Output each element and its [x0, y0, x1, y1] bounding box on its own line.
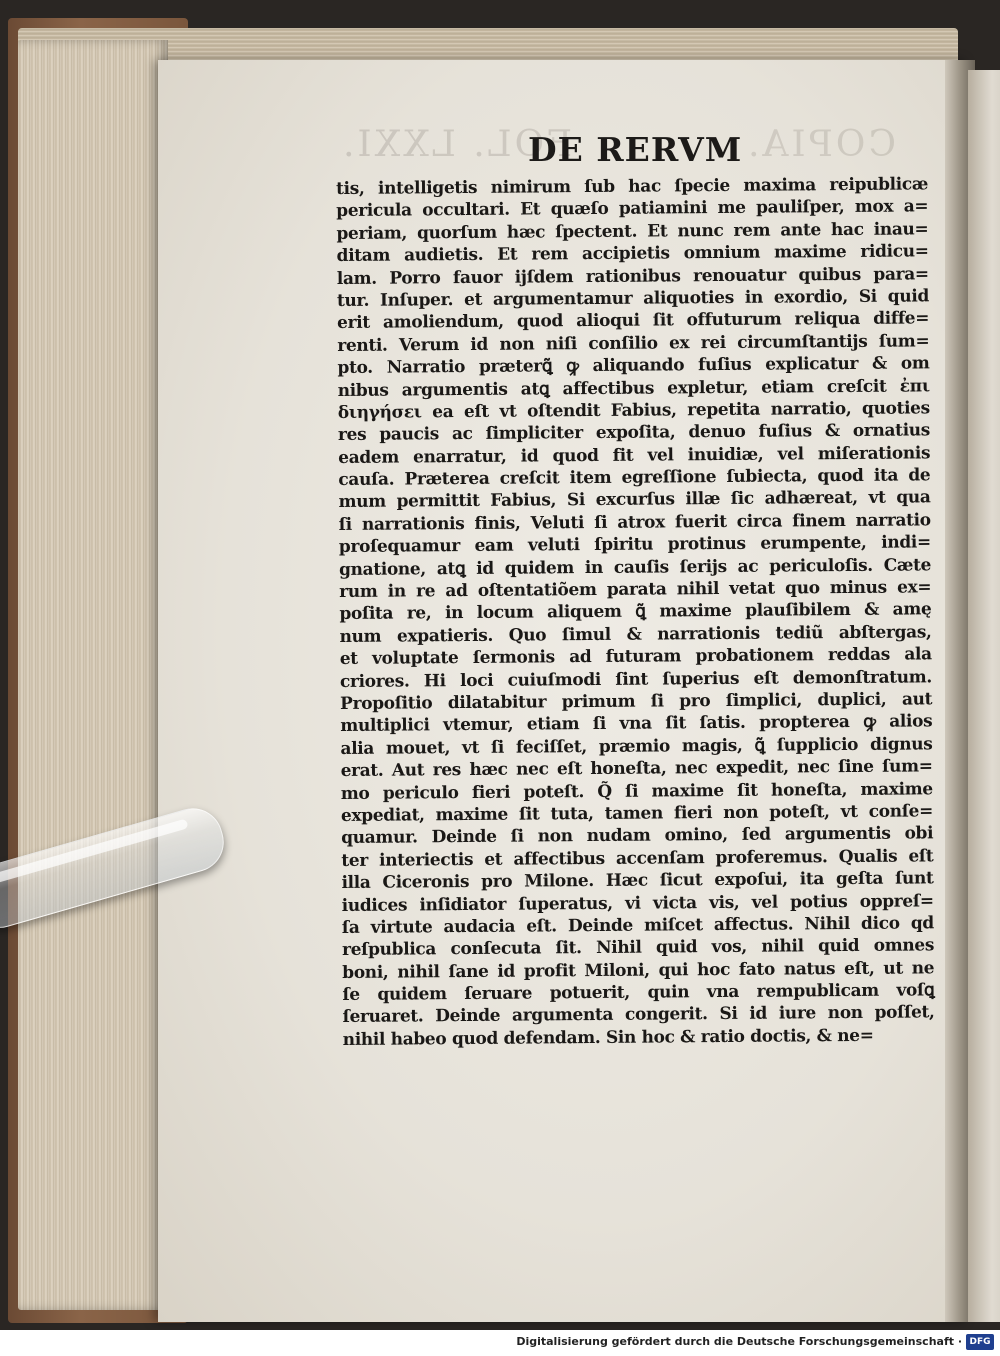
- text-line: et voluptate ſermonis ad futuram probationem reddas ala: [339, 644, 932, 670]
- dfg-logo: DFG: [966, 1334, 994, 1350]
- funding-credit: Digitalisierung gefördert durch die Deutsche Forschungsgemeinschaft ·: [516, 1335, 962, 1348]
- text-line: cauſa. Præterea creſcit item egreſſione ſubiecta, quod ita de: [338, 465, 931, 491]
- text-line: iudices inſidiator ſuperatus, vi victa vis, vel potius oppreſ=: [341, 890, 934, 916]
- text-line: mo periculo fieri poteſt. Q̃ ſi maxime ſit honeſta, maxime: [340, 778, 933, 804]
- page-side-edges: [18, 40, 168, 1310]
- text-line: Propoſitio dilatabitur primum ſi pro ſimplici, duplici, aut: [340, 689, 933, 714]
- show-through-text-right: COPIA.: [745, 124, 896, 165]
- text-line: res paucis ac ſimpliciter expoſita, denuo fuſius & ornatius: [337, 420, 931, 446]
- text-line: pericula occultari. Et quæſo patiamini me pauliſper, mox a=: [336, 196, 929, 222]
- text-line: ſe quidem ſeruare potuerit, quin vna rempublicam voſꝗ: [342, 980, 935, 1006]
- text-line: poſita re, in locum aliquem ꝗ̃ maxime plauſibilem & amę: [339, 599, 932, 625]
- text-line: proſequamur eam veluti ſpiritu protinus erumpente, indi=: [338, 532, 931, 558]
- text-line: rum in re ad oſtentatiõem parata nihil vetat quo minus ex=: [339, 577, 932, 603]
- footer-bar: [0, 1330, 1000, 1356]
- facing-page-edge: [968, 70, 1000, 1322]
- text-line: boni, nihil ſane id profit Miloni, qui hoc fato natus eſt, ut ne: [342, 957, 935, 983]
- text-line: διηγήσει ea eſt vt oſtendit Fabius, repetita narratio, quoties: [337, 398, 930, 423]
- text-line: mum permittit Fabius, Si excurſus illæ ſic adhæreat, vt qua: [338, 487, 931, 513]
- text-line: num expatieris. Quo ſimul & narrationis tediũ abſtergas,: [339, 622, 932, 647]
- text-line: quamur. Deinde ſi non nudam omino, ſed argumentis obi: [341, 823, 934, 849]
- text-line: tur. Inſuper. et argumentamur aliquoties in exordio, Si quid: [336, 286, 930, 311]
- text-line: eadem enarratur, id quod fit vel inuidiæ, vel miſerationis: [338, 443, 931, 468]
- show-through-text-left: FOL. LXXI.: [340, 124, 573, 165]
- text-line: reſpublica conſecuta ſit. Nihil quid vos, nihil quid omnes: [341, 935, 935, 961]
- text-line: ſa virtute audacia eſt. Deinde miſcet affectus. Nihil dico qd: [341, 913, 934, 938]
- text-line: ditam audietis. Et rem accipietis omnium maxime ridicu=: [336, 241, 929, 267]
- text-line: nibus argumentis atꝗ affectibus expletur, etiam creſcit ἐπι: [337, 375, 930, 401]
- text-line: ſeruaret. Deinde argumenta congerit. Si id iure non poſſet,: [342, 1002, 935, 1028]
- text-line: multiplici vtemur, etiam ſi vna ſit ſatis. propterea ꝙ alios: [340, 711, 933, 737]
- body-text: [336, 173, 935, 1051]
- text-line: erit amoliendum, quod alioqui ſit offuturum reliqua diffe=: [337, 308, 930, 334]
- text-line: nihil habeo quod defendam. Sin hoc & ratio doctis, & ne=: [342, 1025, 874, 1050]
- running-title: DE RERVM: [528, 130, 743, 169]
- text-line: erat. Aut res hæc nec eſt honeſta, nec expedit, nec ſine ſum=: [340, 756, 933, 782]
- text-line: illa Ciceronis pro Milone. Hæc ſicut expoſui, ita geſta ſunt: [341, 868, 934, 894]
- text-line: renti. Verum id non niſi conſilio ex rei circumſtantijs ſum=: [337, 331, 930, 356]
- text-line: ter interiectis et affectibus accenſam proferemus. Qualis eſt: [341, 846, 934, 871]
- text-line: periam, quorſum hæc ſpectent. Et nunc rem ante hac inau=: [336, 219, 929, 244]
- text-line: lam. Porro fauor ijſdem rationibus renouatur quibus para=: [336, 263, 929, 289]
- text-line: gnatione, atꝗ id quidem in cauſis ſerijs ac periculoſis. Cæte: [338, 554, 932, 580]
- text-line: tis, intelligetis nimirum ſub hac ſpecie maxima reipublicæ: [336, 174, 929, 199]
- text-line: criores. Hi loci cuiuſmodi ſint ſuperius eſt demonſtratum.: [339, 666, 933, 692]
- text-line: pto. Narratio præterꝗ̃ ꝙ aliquando fuſius explicatur & om: [337, 353, 930, 379]
- text-line: expediat, maxime ſit tuta, tamen fieri non poteſt, vt conſe=: [340, 801, 934, 826]
- text-line: ſi narrationis finis, Veluti ſi atrox fuerit circa finem narratio: [338, 510, 931, 535]
- text-line: alia mouet, vt ſi feciſſet, præmio magis, ꝗ̃ ſupplicio dignus: [340, 734, 933, 759]
